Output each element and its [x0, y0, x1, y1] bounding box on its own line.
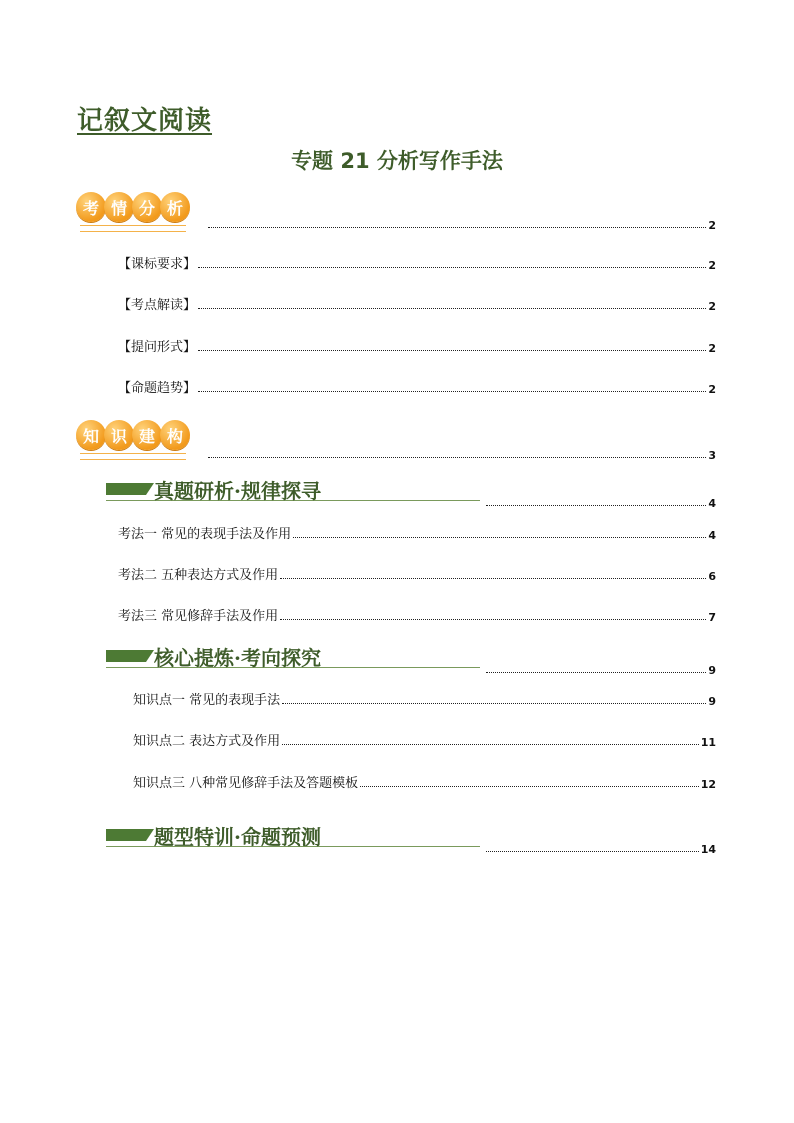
toc-label: 考法三 常见修辞手法及作用	[118, 609, 279, 624]
knowledge-badge	[76, 416, 188, 454]
dot-leader	[282, 703, 706, 704]
section-title: 真题研析·规律探寻	[154, 479, 321, 503]
toc-row-interpretation[interactable]	[118, 295, 716, 313]
toc-row-section2[interactable]	[484, 659, 716, 677]
section-title: 核心提炼·考向探究	[154, 646, 321, 670]
badge-char: 情	[104, 192, 134, 222]
toc-page-number: 14	[700, 843, 716, 856]
dot-leader	[282, 744, 699, 745]
badge-char: 识	[104, 420, 134, 450]
toc-row-method3[interactable]	[118, 606, 716, 624]
toc-row-analysis[interactable]	[206, 214, 716, 232]
toc-label: 【命题趋势】	[118, 381, 197, 396]
badge-char: 考	[76, 192, 106, 222]
toc-row-knowledge[interactable]	[206, 444, 716, 462]
toc-page-number: 12	[700, 778, 716, 791]
toc-row-knowledge-point2[interactable]	[133, 731, 716, 749]
badge-char: 构	[160, 420, 190, 450]
badge-char: 建	[132, 420, 162, 450]
dot-leader	[360, 786, 699, 787]
toc-page-number: 4	[708, 497, 716, 510]
toc-label: 知识点二 表达方式及作用	[133, 734, 281, 749]
toc-label: 【提问形式】	[118, 340, 197, 355]
dot-leader	[208, 457, 706, 458]
badge-underline	[80, 225, 186, 232]
dot-leader	[280, 578, 706, 579]
dot-leader	[208, 227, 706, 228]
toc-page-number: 4	[708, 529, 716, 542]
toc-row-requirements[interactable]	[118, 254, 716, 272]
dot-leader	[486, 505, 706, 506]
dot-leader	[293, 537, 706, 538]
toc-page-number: 7	[708, 611, 716, 624]
section-title: 题型特训·命题预测	[154, 825, 321, 849]
badge-underline	[80, 453, 186, 460]
dot-leader	[486, 672, 706, 673]
toc-page-number: 2	[708, 342, 716, 355]
section-header-real-questions	[106, 474, 480, 501]
analysis-badge	[76, 188, 188, 226]
toc-page-number: 2	[708, 300, 716, 313]
badge-char: 析	[160, 192, 190, 222]
toc-row-trends[interactable]	[118, 378, 716, 396]
toc-row-method2[interactable]	[118, 565, 716, 583]
section-header-core	[106, 641, 480, 668]
badge-char: 知	[76, 420, 106, 450]
toc-label: 知识点一 常见的表现手法	[133, 693, 281, 708]
dot-leader	[198, 308, 706, 309]
toc-page-number: 3	[708, 449, 716, 462]
toc-label: 考法一 常见的表现手法及作用	[118, 527, 292, 542]
section-header-practice	[106, 820, 480, 847]
toc-page-number: 9	[708, 664, 716, 677]
section-bar-icon	[106, 650, 146, 662]
toc-page-number: 2	[708, 259, 716, 272]
toc-row-section3[interactable]	[484, 838, 716, 856]
topic-title: 专题 21 分析写作手法	[291, 149, 503, 173]
toc-label: 【课标要求】	[118, 257, 197, 272]
dot-leader	[198, 391, 706, 392]
toc-page-number: 11	[700, 736, 716, 749]
dot-leader	[198, 267, 706, 268]
toc-page-number: 2	[708, 383, 716, 396]
toc-page-number: 6	[708, 570, 716, 583]
toc-row-question-forms[interactable]	[118, 337, 716, 355]
category-title: 记叙文阅读	[77, 106, 213, 136]
badge-char: 分	[132, 192, 162, 222]
toc-label: 知识点三 八种常见修辞手法及答题模板	[133, 776, 359, 791]
dot-leader	[486, 851, 699, 852]
toc-row-knowledge-point3[interactable]	[133, 773, 716, 791]
section-bar-icon	[106, 483, 146, 495]
toc-row-section1[interactable]	[484, 492, 716, 510]
dot-leader	[280, 619, 706, 620]
toc-page-number: 9	[708, 695, 716, 708]
toc-row-method1[interactable]	[118, 524, 716, 542]
toc-page-number: 2	[708, 219, 716, 232]
toc-label: 考法二 五种表达方式及作用	[118, 568, 279, 583]
toc-label: 【考点解读】	[118, 298, 197, 313]
toc-row-knowledge-point1[interactable]	[133, 690, 716, 708]
section-bar-icon	[106, 829, 146, 841]
dot-leader	[198, 350, 706, 351]
